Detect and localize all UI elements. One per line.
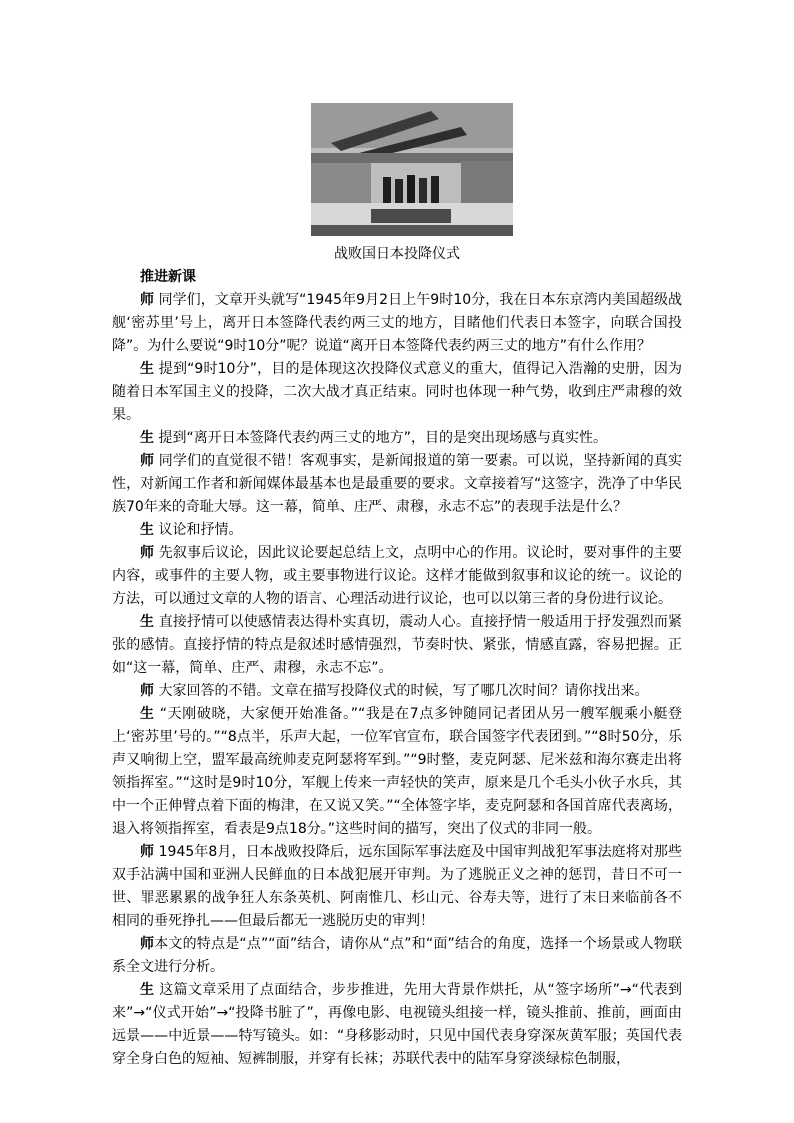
speaker-label: 师 <box>140 936 155 952</box>
speaker-label: 生 <box>140 982 155 998</box>
dialogue-paragraph <box>112 450 682 519</box>
dialogue-paragraph <box>112 841 682 933</box>
paragraph-text: 1945年8月，日本战败投降后，远东国际军事法庭及中国审判战犯军事法庭将对那些双手沾满中国和亚洲人民鲜血的日本战犯展开审判。为了逃脱正义之神的惩罚，昔日不可一世、罪恶累累的战争狂人东条英机、阿南惟几、杉山元、谷寿夫等，进行了末日来临前各不相同的垂死挣扎——但最后都无一逃脱历史的审判！ <box>112 844 683 929</box>
dialogue-paragraph <box>112 979 682 1071</box>
dialogue-paragraph <box>112 542 682 611</box>
paragraph-text: 先叙事后议论，因此议论要起总结上文，点明中心的作用。议论时，要对事件的主要内容，或事件的主要人物，或主要事物进行议论。这样才能做到叙事和议论的统一。议论的方法，可以通过文章的人物的语言、心理活动进行议论，也可以以第三者的身份进行议论。 <box>112 545 683 607</box>
paragraph-text: 议论和抒情。 <box>154 522 243 538</box>
speaker-label: 生 <box>140 614 155 630</box>
speaker-label: 师 <box>140 292 155 308</box>
figure-caption: 战败国日本投降仪式 <box>334 246 460 262</box>
dialogue-paragraph <box>112 358 682 427</box>
paragraph-text: 本文的特点是“点”“面”结合，请你从“点”和“面”结合的角度，选择一个场景或人物联系全文进行分析。 <box>112 936 682 975</box>
dialogue-paragraph <box>112 289 682 358</box>
dialogue-paragraph <box>112 680 682 703</box>
dialogue-paragraph <box>112 703 682 841</box>
speaker-label: 生 <box>140 522 154 538</box>
paragraph-text: 同学们，文章开头就写“1945年9月2日上午9时10分，我在日本东京湾内美国超级战舰‘密苏里’号上，离开日本签降代表约两三丈的地方，目睹他们代表日本签字，向联合国投降”。为什么要说“9时10分”呢？说道“离开日本签降代表约两三丈的地方”有什么作用？ <box>112 292 682 354</box>
paragraph-text: “天刚破晓，大家便开始准备。”“我是在7点多钟随同记者团从另一艘军舰乘小艇登上‘密苏里’号的。”“8点半，乐声大起，一位军官宣布，联合国签字代表团到。”“8时50分，乐声又响彻上空，盟军最高统帅麦克阿瑟将军到。”“9时整，麦克阿瑟、尼米兹和海尔赛走出将领指挥室。”“这时是9时10分，军舰上传来一声轻快的笑声，原来是几个毛头小伙子水兵，其中一个正伸臂点着下面的梅津，在又说又笑。”“全体签字毕，麦克阿瑟和各国首席代表离场，退入将领指挥室，看表是9点18分。”这些时间的描写，突出了仪式的非同一般。 <box>112 706 683 837</box>
speaker-label: 师 <box>140 453 155 469</box>
dialogue-paragraph <box>112 519 682 542</box>
speaker-label: 生 <box>140 361 155 377</box>
article-body <box>112 266 682 1071</box>
speaker-label: 生 <box>140 430 154 446</box>
speaker-label: 师 <box>140 844 155 860</box>
surrender-ceremony-photo <box>311 103 513 236</box>
paragraph-text: 同学们的直觉很不错！客观事实，是新闻报道的第一要素。可以说，坚持新闻的真实性，对新闻工作者和新闻媒体最基本也是最重要的要求。文章接着写“这签字，洗净了中华民族70年来的奇耻大辱。这一幕，简单、庄严、肃穆，永志不忘”的表现手法是什么？ <box>112 453 683 515</box>
section-heading: 推进新课 <box>140 269 196 285</box>
paragraph-text: 提到“离开日本签降代表约两三丈的地方”，目的是突出现场感与真实性。 <box>154 430 607 446</box>
paragraph-text: 直接抒情可以使感情表达得朴实真切，震动人心。直接抒情一般适用于抒发强烈而紧张的感情。直接抒情的特点是叙述时感情强烈，节奏时快、紧张，情感直露，容易把握。正如“这一幕，简单、庄严、肃穆，永志不忘”。 <box>112 614 683 676</box>
dialogue-paragraph <box>112 427 682 450</box>
speaker-label: 生 <box>140 706 155 722</box>
speaker-label: 师 <box>140 683 154 699</box>
paragraph-text: 提到“9时10分”，目的是体现这次投降仪式意义的重大，值得记入浩瀚的史册，因为随着日本军国主义的投降，二次大战才真正结束。同时也体现一种气势，收到庄严肃穆的效果。 <box>112 361 682 423</box>
paragraph-text: 大家回答的不错。文章在描写投降仪式的时候，写了哪几次时间？请你找出来。 <box>154 683 649 699</box>
dialogue-paragraph <box>112 933 682 979</box>
dialogue-paragraph <box>112 611 682 680</box>
speaker-label: 师 <box>140 545 155 561</box>
paragraph-text: 这篇文章采用了点面结合，步步推进，先用大背景作烘托，从“签字场所”→“代表到来”→“仪式开始”→“投降书脏了”，再像电影、电视镜头组接一样，镜头推前、推前，画面由远景——中近景——特写镜头。如：“身移影动时，只见中国代表身穿深灰黄军服；英国代表穿全身白色的短袖、短裤制服，并穿有长袜；苏联代表中的陆军身穿淡绿棕色制服， <box>112 982 683 1067</box>
